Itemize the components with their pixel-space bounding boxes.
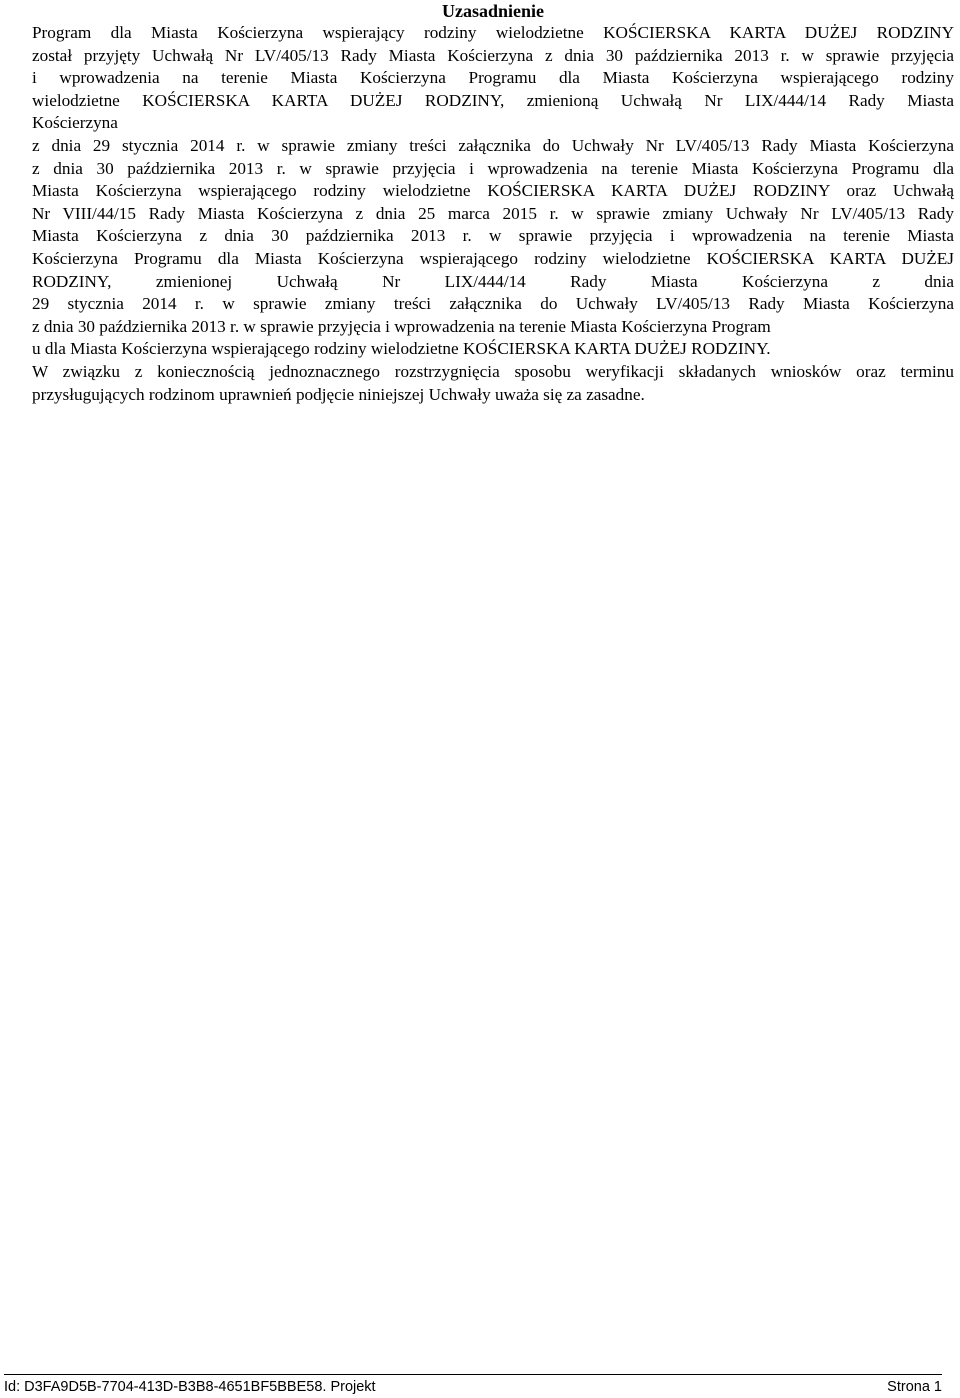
body-line: został przyjęty Uchwałą Nr LV/405/13 Rady Miasta Kościerzyna z dnia 30 października 2013 r. w sprawie przyjęcia	[32, 45, 954, 65]
page-number: Strona 1	[887, 1379, 942, 1395]
body-line: Kościerzyna Programu dla Miasta Kościerzyna wspierającego rodziny wielodzietne KOŚCIERSKA KARTA DUŻEJ	[32, 248, 954, 268]
footer-divider	[4, 1374, 942, 1375]
body-line: u dla Miasta Kościerzyna wspierającego rodziny wielodzietne KOŚCIERSKA KARTA DUŻEJ RODZINY.	[32, 339, 771, 359]
document-title: Uzasadnienie	[441, 1, 544, 21]
body-line: z dnia 30 października 2013 r. w sprawie przyjęcia i wprowadzenia na terenie Miasta Kościerzyna Programu dla	[32, 158, 954, 178]
body-line: Miasta Kościerzyna z dnia 30 października 2013 r. w sprawie przyjęcia i wprowadzenia na terenie Miasta	[32, 226, 954, 246]
body-line: Miasta Kościerzyna wspierającego rodziny wielodzietne KOŚCIERSKA KARTA DUŻEJ RODZINY oraz Uchwałą	[32, 181, 954, 201]
body-line: przysługujących rodzinom uprawnień podjęcie niniejszej Uchwały uważa się za zasadne.	[32, 384, 645, 404]
body-line: z dnia 30 października 2013 r. w sprawie przyjęcia i wprowadzenia na terenie Miasta Kościerzyna Program	[32, 316, 771, 336]
body-line: W związku z koniecznością jednoznacznego rozstrzygnięcia sposobu weryfikacji składanych wniosków oraz terminu	[32, 361, 954, 381]
body-line: 29 stycznia 2014 r. w sprawie zmiany treści załącznika do Uchwały LV/405/13 Rady Miasta Kościerzyna	[32, 294, 954, 314]
body-line: RODZINY, zmienionej Uchwałą Nr LIX/444/14 Rady Miasta Kościerzyna z dnia	[32, 271, 954, 291]
document-page	[32, 0, 954, 406]
body-line: wielodzietne KOŚCIERSKA KARTA DUŻEJ RODZINY, zmienioną Uchwałą Nr LIX/444/14 Rady Miasta	[32, 90, 954, 110]
body-line: Nr VIII/44/15 Rady Miasta Kościerzyna z dnia 25 marca 2015 r. w sprawie zmiany Uchwały Nr LV/405/13 Rady	[32, 203, 954, 223]
body-line: Program dla Miasta Kościerzyna wspierający rodziny wielodzietne KOŚCIERSKA KARTA DUŻEJ RODZINY	[32, 23, 954, 42]
page-footer	[4, 1378, 942, 1396]
document-id: Id: D3FA9D5B-7704-413D-B3B8-4651BF5BBE58. Projekt	[4, 1379, 376, 1395]
body-line: i wprowadzenia na terenie Miasta Kościerzyna Programu dla Miasta Kościerzyna wspierającego rodziny	[32, 68, 954, 88]
body-line: z dnia 29 stycznia 2014 r. w sprawie zmiany treści załącznika do Uchwały Nr LV/405/13 Rady Miasta Kościerzyna	[32, 135, 954, 155]
body-line: Kościerzyna	[32, 113, 118, 133]
document-body	[32, 22, 954, 406]
